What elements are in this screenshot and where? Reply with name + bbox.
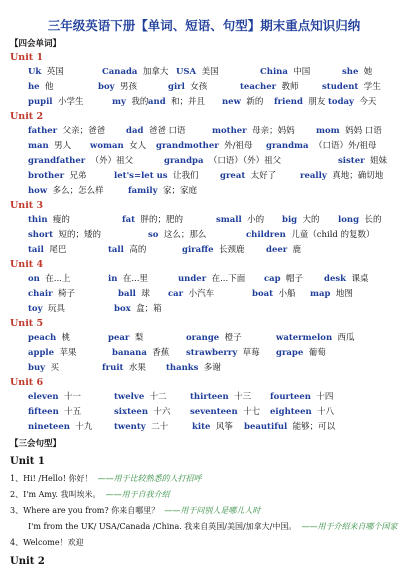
vocab-english: small <box>216 215 242 225</box>
vocab-english: pear <box>108 333 130 343</box>
vocab-english: on <box>28 274 40 284</box>
vocab-item <box>112 95 148 110</box>
vocab-row <box>10 154 398 169</box>
page-title: 三年级英语下册【单词、短语、句型】期末重点知识归纳 <box>47 18 361 33</box>
vocab-english: boat <box>252 289 274 299</box>
vocab-english: thin <box>28 215 48 225</box>
unit-heading: Unit 1 <box>10 52 44 63</box>
vocab-english: how <box>28 186 48 196</box>
vocab-item <box>114 420 168 435</box>
vocab-row <box>10 228 398 243</box>
vocab-item <box>102 65 168 80</box>
vocab-english: seventeen <box>190 407 238 417</box>
vocab-chinese: 香蕉 <box>152 348 170 358</box>
vocab-english: thirteen <box>190 392 229 402</box>
vocab-chinese: 水果 <box>128 363 146 373</box>
vocab-english: twenty <box>114 422 146 432</box>
unit-heading: Unit 4 <box>10 259 44 270</box>
unit-heading: Unit 5 <box>10 318 44 329</box>
vocab-english: he <box>28 82 40 92</box>
vocab-item <box>28 346 76 361</box>
vocab-item <box>156 139 253 154</box>
vocab-chinese: 这么；那么 <box>163 230 207 240</box>
sentence-note: ——用于自我介绍 <box>105 490 170 499</box>
vocab-item <box>212 124 295 139</box>
vocab-item <box>178 272 245 287</box>
vocab-chinese: 我的 <box>131 97 149 107</box>
vocab-chinese: 多谢 <box>203 363 221 373</box>
vocab-chinese: 十三 <box>234 392 252 402</box>
vocab-english: Uk <box>28 67 42 77</box>
vocab-item <box>28 361 59 376</box>
vocab-english: she <box>342 67 359 77</box>
vocab-english: boy <box>98 82 115 92</box>
vocab-chinese: 盒；箱 <box>136 304 162 314</box>
vocab-item <box>98 80 137 95</box>
vocabulary-units <box>10 51 398 435</box>
vocab-chinese: 教师 <box>281 82 299 92</box>
vocab-chinese: 英国 <box>46 67 64 77</box>
vocab-chinese: 中国 <box>293 67 311 77</box>
vocab-english: in <box>108 274 118 284</box>
vocab-english: chair <box>28 289 53 299</box>
vocab-item <box>112 346 169 361</box>
vocab-item <box>270 405 334 420</box>
vocab-chinese: 女孩 <box>190 82 208 92</box>
vocab-item <box>108 243 146 258</box>
vocab-english: buy <box>28 363 46 373</box>
vocab-item <box>114 390 167 405</box>
vocab-chinese: 鹿 <box>292 245 302 255</box>
vocab-english: friend <box>274 97 303 107</box>
vocab-english: student <box>322 82 359 92</box>
vocab-english: let's=let us <box>114 171 168 181</box>
vocab-row <box>10 287 398 302</box>
vocab-chinese: 她 <box>363 67 373 77</box>
vocab-item <box>166 361 221 376</box>
vocab-english: grandpa <box>164 156 204 166</box>
vocab-item <box>28 65 64 80</box>
vocab-item <box>190 405 260 420</box>
vocab-item <box>114 169 198 184</box>
vocab-row <box>10 361 398 376</box>
vocab-english: long <box>338 215 360 225</box>
vocab-row <box>10 213 398 228</box>
vocab-item <box>28 243 66 258</box>
vocab-english: brother <box>28 171 65 181</box>
vocab-english: fifteen <box>28 407 59 417</box>
sentence-text: 3、Where are you from? 你来自哪里？ <box>10 506 160 515</box>
vocab-item <box>122 213 183 228</box>
vocab-item <box>282 213 320 228</box>
vocab-english: mother <box>212 126 247 136</box>
vocab-chinese: 风筝 <box>215 422 233 432</box>
vocab-chinese: 妈妈 口语 <box>345 126 382 136</box>
vocab-chinese: 十七 <box>243 407 261 417</box>
vocab-chinese: 苹果 <box>59 348 77 358</box>
vocab-item <box>168 287 214 302</box>
vocab-chinese: （外）祖父 <box>90 156 134 166</box>
vocab-english: desk <box>324 274 347 284</box>
vocab-chinese: 今天 <box>359 97 377 107</box>
vocab-chinese: 长的 <box>364 215 382 225</box>
vocab-row <box>10 169 398 184</box>
sentence-note: ——用于比较熟悉的人打招呼 <box>97 474 202 483</box>
vocab-english: my <box>112 97 126 107</box>
vocab-english: woman <box>90 141 124 151</box>
vocab-row <box>10 139 398 154</box>
vocab-english: eighteen <box>270 407 312 417</box>
vocab-row <box>10 184 398 199</box>
vocab-item <box>28 139 71 154</box>
vocab-english: grandfather <box>28 156 86 166</box>
vocab-english: mom <box>316 126 340 136</box>
vocab-item <box>102 361 146 376</box>
vocab-english: fourteen <box>270 392 311 402</box>
unit-heading: Unit 2 <box>10 111 44 122</box>
vocab-chinese: 能够；可以 <box>292 422 336 432</box>
vocab-item <box>316 124 382 139</box>
vocab-item <box>328 95 376 110</box>
vocab-english: new <box>222 97 241 107</box>
section-heading-three-skill-sentences: 【三会句型】 <box>10 439 62 449</box>
vocab-english: car <box>168 289 184 299</box>
vocab-chinese: 太好了 <box>250 171 277 181</box>
vocab-chinese: （口语）外/祖母 <box>313 141 377 151</box>
vocab-item <box>276 331 355 346</box>
vocab-english: father <box>28 126 58 136</box>
vocab-english: cap <box>264 274 281 284</box>
vocab-chinese: 男人 <box>54 141 72 151</box>
vocab-chinese: 母亲；妈妈 <box>252 126 295 136</box>
vocab-chinese: 朋友 <box>308 97 326 107</box>
vocab-item <box>270 390 333 405</box>
vocab-english: eleven <box>28 392 59 402</box>
vocab-item <box>192 420 233 435</box>
vocab-row <box>10 95 398 110</box>
vocab-item <box>220 169 276 184</box>
vocab-chinese: 真地；确切地 <box>332 171 384 181</box>
vocab-english: nineteen <box>28 422 70 432</box>
vocab-item <box>114 302 162 317</box>
vocab-item <box>276 346 326 361</box>
vocab-item <box>186 346 260 361</box>
sentence-line <box>10 487 398 503</box>
sentence-line <box>10 519 398 535</box>
vocab-item <box>266 139 376 154</box>
vocab-row <box>10 65 398 80</box>
vocab-chinese: 玩具 <box>47 304 65 314</box>
vocab-chinese: 多么；怎么样 <box>52 186 104 196</box>
vocab-item <box>28 228 101 243</box>
vocab-item <box>28 80 54 95</box>
vocab-chinese: 小船 <box>278 289 296 299</box>
vocab-item <box>342 65 372 80</box>
vocab-chinese: 地图 <box>335 289 353 299</box>
vocab-english: girl <box>168 82 185 92</box>
vocab-item <box>246 228 375 243</box>
vocab-chinese: 儿童（child 的复数） <box>291 230 375 240</box>
vocab-item <box>310 287 353 302</box>
vocab-english: peach <box>28 333 57 343</box>
vocab-row <box>10 390 398 405</box>
vocab-chinese: 瘦的 <box>52 215 70 225</box>
vocab-chinese: 十八 <box>317 407 335 417</box>
vocab-english: grandmother <box>156 141 219 151</box>
vocab-chinese: 学生 <box>363 82 381 92</box>
vocab-row <box>10 124 398 139</box>
vocab-chinese: 十二 <box>149 392 167 402</box>
vocab-item <box>216 213 264 228</box>
sentence-note: ——用于问别人是哪儿人时 <box>164 506 261 515</box>
vocab-chinese: 长颈鹿 <box>218 245 245 255</box>
vocab-chinese: 在...里 <box>122 274 148 284</box>
vocab-item <box>240 80 299 95</box>
vocab-item <box>28 420 92 435</box>
vocab-row <box>10 302 398 317</box>
vocab-item <box>90 139 146 154</box>
vocab-english: watermelon <box>276 333 333 343</box>
vocab-chinese: 姐妹 <box>370 156 388 166</box>
vocab-item <box>28 169 87 184</box>
vocab-row <box>10 243 398 258</box>
vocab-item <box>108 331 143 346</box>
vocab-chinese: 让我们 <box>172 171 199 181</box>
vocab-chinese: 外/祖母 <box>224 141 253 151</box>
vocab-row <box>10 405 398 420</box>
vocab-chinese: 在...下面 <box>211 274 246 284</box>
vocab-item <box>28 302 65 317</box>
sentence-text: 1、Hi! /Hello! 你好！ <box>10 474 93 483</box>
vocab-chinese: 十九 <box>75 422 93 432</box>
vocab-item <box>264 272 303 287</box>
vocab-item <box>338 154 387 169</box>
vocab-chinese: 胖的；肥的 <box>140 215 184 225</box>
vocab-english: so <box>148 230 159 240</box>
vocab-english: great <box>220 171 246 181</box>
vocab-row <box>10 346 398 361</box>
vocab-item <box>28 405 81 420</box>
vocab-item <box>168 80 207 95</box>
vocab-item <box>322 80 381 95</box>
vocab-chinese: 十四 <box>316 392 334 402</box>
vocab-english: children <box>246 230 286 240</box>
vocab-row <box>10 80 398 95</box>
vocab-item <box>300 169 383 184</box>
vocab-chinese: 草莓 <box>242 348 260 358</box>
vocab-chinese: 家；家庭 <box>162 186 197 196</box>
vocab-chinese: 小汽车 <box>188 289 215 299</box>
vocab-chinese: 尾巴 <box>49 245 67 255</box>
vocab-item <box>28 213 70 228</box>
vocab-chinese: 课桌 <box>351 274 369 284</box>
vocab-english: tall <box>108 245 124 255</box>
vocab-chinese: 葡萄 <box>308 348 326 358</box>
sentence-list <box>10 471 398 551</box>
vocab-english: grape <box>276 348 304 358</box>
vocab-item <box>28 331 70 346</box>
vocab-chinese: 兄弟 <box>69 171 87 181</box>
vocab-chinese: 小的 <box>247 215 265 225</box>
vocab-english: apple <box>28 348 55 358</box>
vocab-item <box>118 287 150 302</box>
vocab-chinese: 椅子 <box>57 289 75 299</box>
vocab-chinese: 女人 <box>129 141 147 151</box>
vocab-chinese: 高的 <box>129 245 147 255</box>
vocab-item <box>28 272 70 287</box>
unit-heading: Unit 3 <box>10 200 44 211</box>
vocab-english: sixteen <box>114 407 149 417</box>
vocab-english: grandma <box>266 141 309 151</box>
vocab-chinese: 短的；矮的 <box>58 230 101 240</box>
vocab-item <box>182 243 244 258</box>
vocab-english: banana <box>112 348 147 358</box>
vocab-item <box>252 287 295 302</box>
vocab-chinese: 爸爸 口语 <box>148 126 186 136</box>
vocab-item <box>338 213 381 228</box>
vocab-english: pupil <box>28 97 53 107</box>
vocab-chinese: 在...上 <box>45 274 71 284</box>
vocab-item <box>28 95 83 110</box>
vocab-item <box>266 243 301 258</box>
vocab-english: USA <box>176 67 197 77</box>
vocab-chinese: 橙子 <box>224 333 242 343</box>
vocab-chinese: 十五 <box>64 407 82 417</box>
vocab-chinese: 和；并且 <box>171 97 206 107</box>
vocab-chinese: 加拿大 <box>142 67 169 77</box>
vocab-english: twelve <box>114 392 145 402</box>
vocab-english: orange <box>186 333 220 343</box>
vocab-english: really <box>300 171 327 181</box>
vocab-chinese: 大的 <box>302 215 320 225</box>
sentence-text: I'm from the UK/ USA/Canada /China. 我来自英国/美国/加拿大/中国。 <box>28 522 297 531</box>
vocab-chinese: 西瓜 <box>337 333 355 343</box>
vocab-chinese: 帽子 <box>286 274 304 284</box>
vocab-english: fruit <box>102 363 124 373</box>
vocab-english: short <box>28 230 54 240</box>
vocab-english: big <box>282 215 298 225</box>
vocab-english: family <box>128 186 158 196</box>
vocab-chinese: 球 <box>141 289 150 299</box>
vocab-item <box>28 184 104 199</box>
sentence-note: ——用于介绍来自哪个国家 <box>301 522 398 531</box>
vocab-item <box>186 331 242 346</box>
vocab-english: toy <box>28 304 43 314</box>
vocab-item <box>176 65 219 80</box>
vocab-item <box>126 124 186 139</box>
vocab-row <box>10 420 398 435</box>
vocab-english: box <box>114 304 131 314</box>
vocab-row <box>10 331 398 346</box>
vocab-item <box>222 95 263 110</box>
vocab-item <box>164 154 281 169</box>
vocab-chinese: （口语）（外）祖父 <box>208 156 282 166</box>
vocab-english: man <box>28 141 49 151</box>
vocab-english: strawberry <box>186 348 238 358</box>
vocab-item <box>324 272 368 287</box>
vocab-chinese: 父亲；爸爸 <box>62 126 106 136</box>
vocab-english: and <box>148 97 166 107</box>
vocab-english: ball <box>118 289 136 299</box>
vocab-item <box>114 405 170 420</box>
vocab-english: kite <box>192 422 211 432</box>
sentence-line <box>10 471 398 487</box>
vocab-english: deer <box>266 245 288 255</box>
vocab-english: Canada <box>102 67 138 77</box>
vocab-item <box>260 65 310 80</box>
vocab-item <box>28 154 133 169</box>
unit-heading: Unit 6 <box>10 377 44 388</box>
vocab-chinese: 买 <box>50 363 59 373</box>
vocab-english: tail <box>28 245 44 255</box>
vocab-item <box>28 390 81 405</box>
vocab-chinese: 男孩 <box>119 82 137 92</box>
vocab-item <box>274 95 325 110</box>
sentence-unit-1-heading: Unit 1 <box>10 456 45 467</box>
vocab-item <box>28 287 75 302</box>
sentence-unit-2-heading: Unit 2 <box>10 556 45 567</box>
vocab-item <box>28 124 105 139</box>
sentence-line <box>10 503 398 519</box>
vocab-item <box>148 228 206 243</box>
vocab-chinese: 小学生 <box>57 97 84 107</box>
vocab-english: dad <box>126 126 144 136</box>
vocab-chinese: 他 <box>45 82 54 92</box>
vocab-item <box>108 272 148 287</box>
vocab-chinese: 美国 <box>201 67 219 77</box>
vocab-item <box>244 420 335 435</box>
vocab-chinese: 十一 <box>63 392 81 402</box>
sentence-text: 4、Welcome！欢迎 <box>10 538 84 547</box>
vocab-english: thanks <box>166 363 199 373</box>
vocab-chinese: 梨 <box>134 333 144 343</box>
section-heading-four-skill-words: 【四会单词】 <box>10 39 62 49</box>
vocab-english: map <box>310 289 331 299</box>
vocab-chinese: 二十 <box>151 422 169 432</box>
vocab-chinese: 十六 <box>153 407 171 417</box>
vocab-chinese: 新的 <box>246 97 264 107</box>
vocab-english: teacher <box>240 82 277 92</box>
sentence-line <box>10 535 398 551</box>
vocab-english: sister <box>338 156 365 166</box>
vocab-english: under <box>178 274 207 284</box>
vocab-row <box>10 272 398 287</box>
vocab-item <box>190 390 251 405</box>
vocab-english: today <box>328 97 354 107</box>
vocab-english: China <box>260 67 288 77</box>
vocab-chinese: 桃 <box>61 333 71 343</box>
vocab-item <box>148 95 205 110</box>
vocab-english: beautiful <box>244 422 288 432</box>
sentence-text: 2、I'm Amy. 我叫埃米。 <box>10 490 101 499</box>
vocab-english: fat <box>122 215 136 225</box>
vocab-english: giraffe <box>182 245 214 255</box>
vocab-item <box>128 184 197 199</box>
